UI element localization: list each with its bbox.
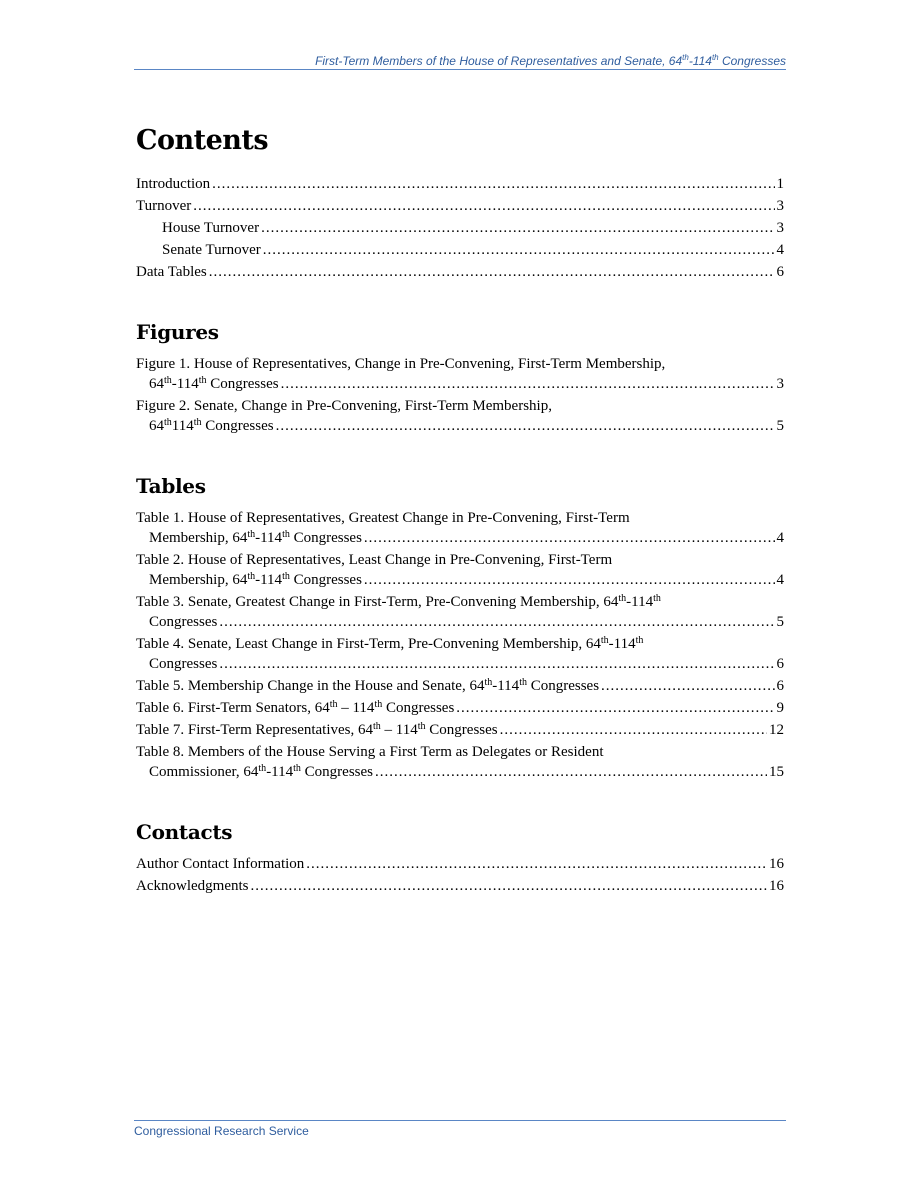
toc-entry-table-8[interactable]: Table 8. Members of the House Serving a First Term as Delegates or Resident Commissioner, 64th-114th Congresses ..... 15 (136, 742, 784, 782)
figures-heading: Figures (136, 320, 219, 344)
toc-entry-table-4[interactable]: Table 4. Senate, Least Change in First-Term, Pre-Convening Membership, 64th-114th Congresses ..... 6 (136, 634, 784, 674)
toc-entry-table-6[interactable]: Table 6. First-Term Senators, 64th – 114th Congresses ..... 9 (136, 698, 784, 718)
contacts-heading: Contacts (136, 820, 233, 844)
toc-page (136, 125, 784, 898)
header-title: First-Term Members of the House of Representatives and Senate, 64th-114th Congresses (315, 53, 786, 68)
footer-text: Congressional Research Service (134, 1124, 309, 1138)
toc-entry-table-1[interactable]: Table 1. House of Representatives, Greatest Change in Pre-Convening, First-Term Membership, 64th-114th Congresses ..... 4 (136, 508, 784, 548)
contents-heading: Contents (136, 125, 269, 156)
tables-heading: Tables (136, 474, 206, 498)
toc-entry-introduction[interactable]: Introduction ..... 1 (136, 174, 784, 194)
toc-entry-figure-2[interactable]: Figure 2. Senate, Change in Pre-Convening, First-Term Membership, 64th114th Congresses ..... 5 (136, 396, 784, 436)
toc-entry-data-tables[interactable]: Data Tables ..... 6 (136, 262, 784, 282)
toc-entry-author-contact[interactable]: Author Contact Information ..... 16 (136, 854, 784, 874)
toc-entry-table-5[interactable]: Table 5. Membership Change in the House and Senate, 64th-114th Congresses ..... 6 (136, 676, 784, 696)
contacts-section (136, 820, 784, 896)
figures-section (136, 320, 784, 436)
toc-entry-turnover[interactable]: Turnover ..... 3 (136, 196, 784, 216)
toc-entry-house-turnover[interactable]: House Turnover ..... 3 (136, 218, 784, 238)
running-footer (134, 1120, 786, 1138)
toc-entry-table-2[interactable]: Table 2. House of Representatives, Least Change in Pre-Convening, First-Term Membership, 64th-114th Congresses ..... 4 (136, 550, 784, 590)
running-header (134, 54, 786, 70)
toc-entry-table-3[interactable]: Table 3. Senate, Greatest Change in First-Term, Pre-Convening Membership, 64th-114th Congresses ..... 5 (136, 592, 784, 632)
toc-entry-acknowledgments[interactable]: Acknowledgments ..... 16 (136, 876, 784, 896)
tables-section (136, 474, 784, 782)
toc-entry-figure-1[interactable]: Figure 1. House of Representatives, Change in Pre-Convening, First-Term Membership, 64th-114th Congresses ..... 3 (136, 354, 784, 394)
toc-entry-table-7[interactable]: Table 7. First-Term Representatives, 64th – 114th Congresses ..... 12 (136, 720, 784, 740)
toc-entry-senate-turnover[interactable]: Senate Turnover ..... 4 (136, 240, 784, 260)
